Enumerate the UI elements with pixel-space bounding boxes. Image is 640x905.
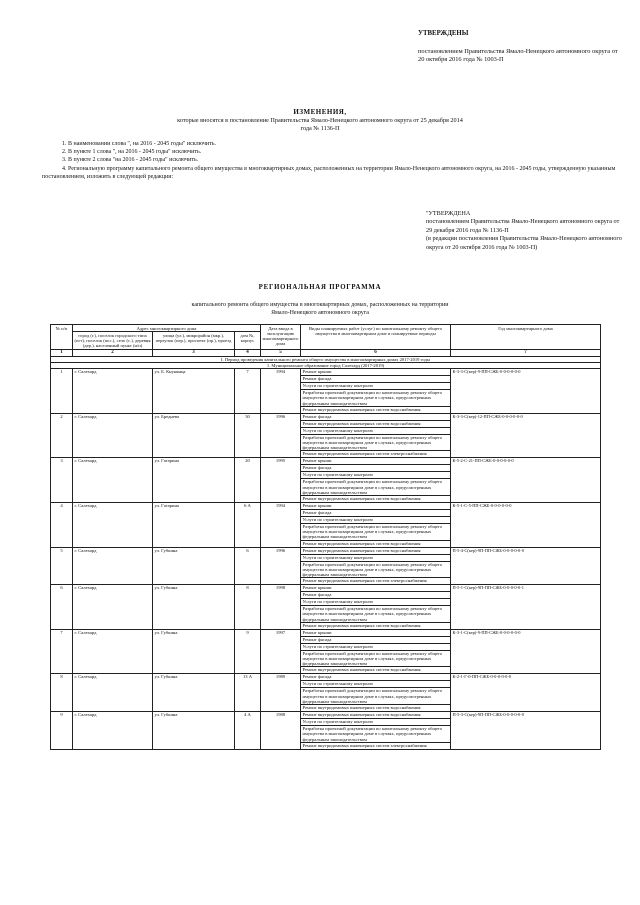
approval-block <box>418 30 623 65</box>
work-item: Ремонт внутридомовых инженерных систем водоснабжения <box>301 540 451 547</box>
work-item: Ремонт внутридомовых инженерных систем электроснабжения <box>301 578 451 585</box>
work-item: Ремонт внутридомовых инженерных систем водоснабжения <box>301 547 451 554</box>
table-row <box>51 712 601 719</box>
house-code-cell: К-5-1-С-5-ПП-СЖБ-0-0-0-0-0-0 <box>451 503 601 548</box>
year-cell: 1998 <box>261 585 301 630</box>
street-cell: ул. Губкина <box>153 547 235 585</box>
row-number: 1 <box>51 369 73 414</box>
amendment-item: 1. В наименовании слова ", на 2016 - 2045 годы" исключить. <box>62 141 216 147</box>
work-item: Ремонт крыши <box>301 503 451 510</box>
work-item: Услуги по строительному контролю <box>301 427 451 434</box>
house-code-cell: П-5-3-С(кер)-9П-ПП-СЖБ-0-0-0-0-0-0 <box>451 712 601 750</box>
work-item: Разработка проектной документации по капитальному ремонту общего имущества в многоквартирном доме в случаях, предусмотренных федеральным законодательством <box>301 434 451 451</box>
column-number: 6 <box>301 349 451 356</box>
document-subtitle: которые вносятся в постановление Правительства Ямало-Ненецкого автономного округа от 25 декабря 2014 года № 1136-П <box>177 117 463 132</box>
work-item: Разработка проектной документации по капитальному ремонту общего имущества в многоквартирном доме в случаях, предусмотренных федеральным законодательством <box>301 561 451 578</box>
work-item: Ремонт фасада <box>301 413 451 420</box>
col-works-header: Виды планируемых работ (услуг) по капитальному ремонту общего имущества в многоквартирном доме и планируемые периоды <box>301 325 451 350</box>
subsection-heading: 1. Муниципальное образование город Салехард (2017-2019) <box>51 363 601 369</box>
settlement-cell: г. Салехард <box>73 369 153 414</box>
house-cell: 6 <box>235 547 261 585</box>
work-item: Ремонт фасада <box>301 376 451 383</box>
house-code-cell: К-3-3-С(кер)-9-ПП-СЖБ-0-0-0-0-0-0 <box>451 369 601 414</box>
settlement-cell: г. Салехард <box>73 712 153 750</box>
col-code-header: Год многоквартирного дома <box>451 325 601 350</box>
program-subtitle: капитального ремонта общего имущества в многоквартирных домах, расположенных на территории Ямало-Ненецкого автономного округа <box>191 302 449 316</box>
approval2-title: "УТВЕРЖДЕНА <box>426 210 471 217</box>
work-item: Ремонт крыши <box>301 369 451 376</box>
house-cell: 6 А <box>235 503 261 548</box>
table-row <box>51 413 601 420</box>
table-row <box>51 369 601 376</box>
table-row <box>51 503 601 510</box>
row-number: 6 <box>51 585 73 630</box>
year-cell: 1995 <box>261 458 301 503</box>
work-item: Ремонт внутридомовых инженерных систем электроснабжения <box>301 451 451 458</box>
approval-text: постановлением Правительства Ямало-Ненецкого автономного округа от 20 октября 2016 года № 1003-П <box>418 47 618 64</box>
column-number: 3 <box>153 349 235 356</box>
row-number: 7 <box>51 629 73 674</box>
work-item: Разработка проектной документации по капитальному ремонту общего имущества в многоквартирном доме в случаях, предусмотренных федеральным законодательством <box>301 524 451 541</box>
street-cell: ул. Губкина <box>153 712 235 750</box>
work-item: Услуги по строительному контролю <box>301 472 451 479</box>
settlement-cell: г. Салехард <box>73 458 153 503</box>
house-code-cell: К-2-1-Г-0-ПП-СЖБ-0-0-0-0-0-0 <box>451 674 601 712</box>
street-cell: ул. Губкина <box>153 585 235 630</box>
table-row <box>51 674 601 681</box>
approval2-note: (в редакции постановления Правительства Ямало-Ненецкого автономного округа от 20 октября 2016 года № 1003-П) <box>426 235 622 251</box>
work-item: Услуги по строительному контролю <box>301 681 451 688</box>
column-number: 1 <box>51 349 73 356</box>
work-item: Ремонт фасада <box>301 465 451 472</box>
column-number-row <box>51 349 601 356</box>
work-item: Разработка проектной документации по капитальному ремонту общего имущества в многоквартирном доме в случаях, предусмотренных федеральным законодательством <box>301 390 451 407</box>
approval-title: УТВЕРЖДЕНЫ <box>418 30 469 37</box>
document-title: ИЗМЕНЕНИЯ, <box>293 108 347 116</box>
street-cell: ул. Гагарина <box>153 503 235 548</box>
col-number-header: № п/п <box>51 325 73 350</box>
work-item: Ремонт внутридомовых инженерных систем водоснабжения <box>301 406 451 413</box>
row-number: 3 <box>51 458 73 503</box>
house-cell: 30 <box>235 413 261 458</box>
column-number: 4 <box>235 349 261 356</box>
table-row <box>51 629 601 636</box>
work-item: Разработка проектной документации по капитальному ремонту общего имущества в многоквартирном доме в случаях, предусмотренных федеральным законодательством <box>301 688 451 705</box>
table-row <box>51 547 601 554</box>
section-heading: I. Период проведения капитального ремонта общего имущества в многоквартирных домах 2017-2019 годы <box>51 356 601 362</box>
col-house-header: дом №, корпус <box>235 332 261 350</box>
year-cell: 1988 <box>261 712 301 750</box>
street-cell: ул. Бреднева <box>153 413 235 458</box>
house-code-cell: К-3-1-С(кер)-9-ПП-СЖБ-0-0-0-0-0-0 <box>451 629 601 674</box>
amendment-item: 3. В пункте 2 слова "на 2016 - 2045 годы" исключить. <box>62 157 199 164</box>
work-item: Ремонт внутридомовых инженерных систем водоснабжения <box>301 667 451 674</box>
amendment-list <box>42 140 617 181</box>
work-item: Ремонт фасада <box>301 636 451 643</box>
table-body <box>51 369 601 749</box>
house-cell: 4 А <box>235 712 261 750</box>
work-item: Ремонт внутридомовых инженерных систем водоснабжения <box>301 420 451 427</box>
work-item: Разработка проектной документации по капитальному ремонту общего имущества в многоквартирном доме в случаях, предусмотренных федеральным законодательством <box>301 726 451 743</box>
house-cell: 7 <box>235 369 261 414</box>
column-number: 2 <box>73 349 153 356</box>
amendment-item: 4. Региональную программу капитального ремонта общего имущества в многоквартирных домах, расположенных на территории Ямало-Ненецкого автономного округа, на 2016 - 2045 годы, утвержденную указанным постановлением, изложить в следующей редакции: <box>42 165 616 180</box>
row-number: 4 <box>51 503 73 548</box>
work-item: Услуги по строительному контролю <box>301 599 451 606</box>
house-cell: 13 А <box>235 674 261 712</box>
house-code-cell: К-3-3-С(кер)-12-ПП-СЖБ-0-0-0-0-0-0 <box>451 413 601 458</box>
street-cell: ул. Губкина <box>153 674 235 712</box>
col-settlement-header: город (г.), поселок городского типа (пгт), поселок (пос.), село (с.), деревня (дер.), населенный пункт (н/п) <box>73 332 153 350</box>
street-cell: ул. Гагарина <box>153 458 235 503</box>
settlement-cell: г. Салехард <box>73 585 153 630</box>
year-cell: 1996 <box>261 413 301 458</box>
work-item: Ремонт фасада <box>301 674 451 681</box>
work-item: Ремонт крыши <box>301 629 451 636</box>
col-street-header: улица (ул.), микрорайон (мкр.), переулок (пер.), проспект (пр.), проезд <box>153 332 235 350</box>
house-code-cell: К-5-2-С-21-ПП-СЖБ-0-0-0-0-0-0 <box>451 458 601 503</box>
work-item: Услуги по строительному контролю <box>301 719 451 726</box>
work-item: Ремонт внутридомовых инженерных систем водоснабжения <box>301 496 451 503</box>
settlement-cell: г. Салехард <box>73 674 153 712</box>
year-cell: 1994 <box>261 503 301 548</box>
street-cell: ул. Губкина <box>153 629 235 674</box>
house-cell: 8 <box>235 585 261 630</box>
program-table-wrap <box>50 324 600 750</box>
program-title: РЕГИОНАЛЬНАЯ ПРОГРАММА <box>258 284 382 291</box>
year-cell: 1994 <box>261 369 301 414</box>
column-number: 5 <box>261 349 301 356</box>
work-item: Ремонт внутридомовых инженерных систем водоснабжения <box>301 622 451 629</box>
work-item: Услуги по строительному контролю <box>301 643 451 650</box>
column-number: 7 <box>451 349 601 356</box>
house-code-cell: П-5-1-С(кер)-9П-ПП-СЖБ-0-0-0-0-0-1 <box>451 585 601 630</box>
work-item: Ремонт внутридомовых инженерных систем электроснабжения <box>301 742 451 749</box>
row-number: 8 <box>51 674 73 712</box>
table-row <box>51 458 601 465</box>
row-number: 5 <box>51 547 73 585</box>
work-item: Услуги по строительному контролю <box>301 517 451 524</box>
table-row <box>51 585 601 592</box>
col-address-header: Адрес многоквартирного дома <box>73 325 261 332</box>
col-year-header: Дата ввода в эксплуатацию многоквартирного дома <box>261 325 301 350</box>
work-item: Разработка проектной документации по капитальному ремонту общего имущества в многоквартирном доме в случаях, предусмотренных федеральным законодательством <box>301 479 451 496</box>
house-cell: 20 <box>235 458 261 503</box>
row-number: 9 <box>51 712 73 750</box>
work-item: Услуги по строительному контролю <box>301 383 451 390</box>
street-cell: ул. Б. Кнунянца <box>153 369 235 414</box>
work-item: Разработка проектной документации по капитальному ремонту общего имущества в многоквартирном доме в случаях, предусмотренных федеральным законодательством <box>301 606 451 623</box>
work-item: Ремонт крыши <box>301 458 451 465</box>
work-item: Ремонт крыши <box>301 585 451 592</box>
work-item: Услуги по строительному контролю <box>301 554 451 561</box>
settlement-cell: г. Салехард <box>73 503 153 548</box>
house-code-cell: П-5-4-С(кер)-9П-ПП-СЖБ-0-0-0-0-0-0 <box>451 547 601 585</box>
work-item: Ремонт фасада <box>301 592 451 599</box>
year-cell: 1996 <box>261 547 301 585</box>
settlement-cell: г. Салехард <box>73 547 153 585</box>
row-number: 2 <box>51 413 73 458</box>
year-cell: 1997 <box>261 629 301 674</box>
house-cell: 9 <box>235 629 261 674</box>
settlement-cell: г. Салехард <box>73 629 153 674</box>
work-item: Ремонт фасада <box>301 510 451 517</box>
settlement-cell: г. Салехард <box>73 413 153 458</box>
amendment-item: 2. В пункте 1 слова ", на 2016 - 2045 годы" исключить. <box>62 149 202 156</box>
program-table <box>50 324 601 750</box>
approval-block-2 <box>426 210 626 252</box>
work-item: Разработка проектной документации по капитальному ремонту общего имущества в многоквартирном доме в случаях, предусмотренных федеральным законодательством <box>301 650 451 667</box>
approval2-text: постановлением Правительства Ямало-Ненецкого автономного округа от 29 декабря 2016 года № 1136-П <box>426 218 620 234</box>
work-item: Ремонт внутридомовых инженерных систем водоснабжения <box>301 712 451 719</box>
year-cell: 1989 <box>261 674 301 712</box>
work-item: Ремонт внутридомовых инженерных систем водоснабжения <box>301 705 451 712</box>
